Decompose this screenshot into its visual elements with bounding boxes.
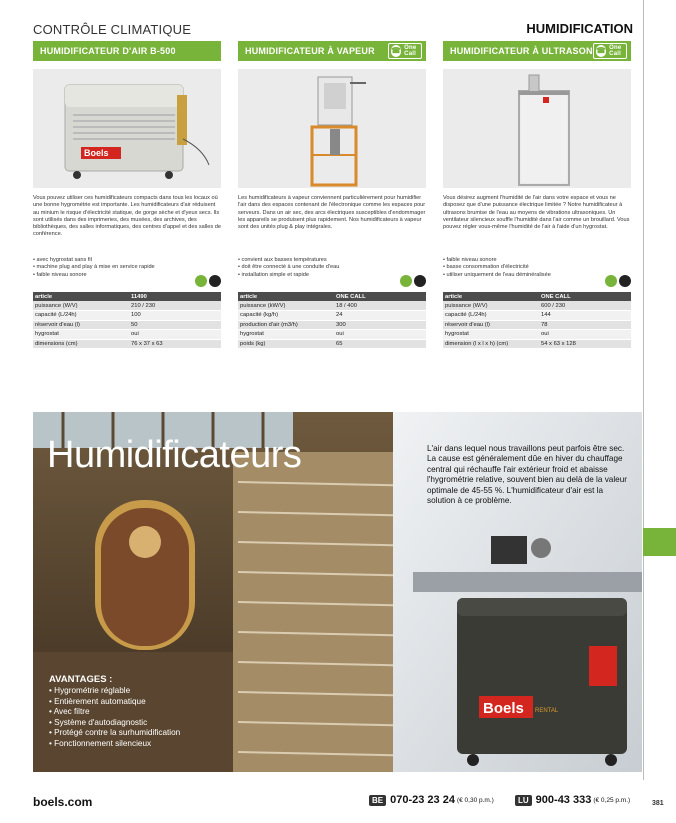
section-title: CONTRÔLE CLIMATIQUE [33,22,192,37]
feature-item: • faible niveau sonore [33,272,221,279]
spec-key: poids (kg) [238,339,334,349]
product-column-vapeur [238,41,426,279]
spec-key: puissance (W/V) [443,301,539,311]
spec-key: hygrostat [443,330,539,340]
spec-key: capacité (L/24h) [33,311,129,321]
product-description: Vous désirez augment l'humidité de l'air dans votre espace et vous ne disposez que d'une puissance électrique limitée ? Notre humidificateur à ultrasons brumise de l'eau au moyens de vibrations ultrasoniques. Un ventilateur silencieux souffle l'humidité dans l'air comme un brouillard. Vous pouvez régler vous-même l'humidité de l'air à l'aide d'un hygrostat. [443,195,630,231]
phone-icon: ☎ [596,46,607,55]
phone-number: 070-23 23 24 [390,794,455,806]
phone-rate: (€ 0,30 p.m.) [456,796,494,804]
advantage-item: • Avec filtre [49,707,180,718]
eco-icon [605,275,617,287]
spec-value: 50 [129,320,221,330]
hero-banner [33,412,642,772]
phone-lu [515,794,630,806]
spec-header-value: 11490 [129,292,221,301]
spec-value: 300 [334,320,426,330]
spec-key: réservoir d'eau (l) [443,320,539,330]
product-image-ultrason [443,69,631,188]
product-title: HUMIDIFICATEUR À VAPEUR [245,46,375,56]
feature-item: • faible niveau sonore [443,257,631,264]
spec-value: 100 [129,311,221,321]
spec-value: 76 x 37 x 63 [129,339,221,349]
spec-value: oui [539,330,631,340]
hero-title: Humidificateurs [47,434,302,476]
product-title: HUMIDIFICATEUR D'AIR B-500 [40,46,176,56]
spec-table-vapeur [238,292,426,349]
boels-logo: Boels [483,700,524,717]
feature-item: • machine plug and play à mise en service rapide [33,264,221,271]
one-call-badge [388,43,422,59]
product-title-bar [238,41,426,61]
website-link[interactable]: boels.com [33,795,93,809]
spec-table-b500 [33,292,221,349]
feature-item: • convient aux basses températures [238,257,426,264]
product-description: Les humidificateurs à vapeur conviennent particulièrement pour humidifier l'air dans des espaces contenant de l'électronique comme les espaces pour serveurs. Dans un air sec, des arcs électriques susceptibles d'endommager les appareils se produisent plus rapidement. Nos humidificateurs à vapeur sont des unités plug & play intégrales. [238,195,426,231]
spec-value: 18 / 400 [334,301,426,311]
boels-logo: Boels [84,148,109,158]
spec-value: 600 / 230 [539,301,631,311]
spec-key: hygrostat [238,330,334,340]
country-code: BE [369,795,386,806]
product-icons [238,275,426,289]
spec-header-key: article [33,292,129,301]
chapter-tab [643,528,676,556]
spec-key: capacité (kg/h) [238,311,334,321]
spec-key: capacité (L/24h) [443,311,539,321]
margin-divider [643,0,644,780]
spec-value: oui [334,330,426,340]
page-header [33,20,633,38]
phone-icon: ☎ [391,46,402,55]
advantages-list [49,686,180,750]
product-icons [33,275,221,289]
feature-item: • doit être connecté à une conduite d'eau [238,264,426,271]
product-title: HUMIDIFICATEUR À ULTRASON [450,46,593,56]
phone-rate: (€ 0,25 p.m.) [593,796,631,804]
spec-key: dimension (l x l x h) (cm) [443,339,539,349]
spec-table-ultrason [443,292,631,349]
advantage-item: • Fonctionnement silencieux [49,739,180,750]
spec-header-value: ONE CALL [539,292,631,301]
product-icons [443,275,631,289]
plug-icon [619,275,631,287]
product-description: Vous pouvez utiliser ces humidificateurs compacts dans tous les locaux où une bonne hygrométrie est importante. Les humidificateurs d'air réduisent au minium le risque d'électricité statique, de gorge sèche et d'yeux secs. Ils sont utilisés dans des imprimeries, des musées, des archives, des bibliothèques, des salles informatiques, des centres d'appel et des salles de conférence. [33,195,221,238]
page-number: 381 [652,800,664,807]
feature-item: • basse consommation d'électricité [443,264,631,271]
spec-value: 144 [539,311,631,321]
spec-header-key: article [443,292,539,301]
spec-header-key: article [238,292,334,301]
hero-description: L'air dans lequel nous travaillons peut parfois être sec. La cause est généralement dûe en hiver du chauffage central qui réchauffe l'air extérieur froid et abaisse l'hygrométrie relative, souvent bien au delà de la valeur optimale de 45-55 %. L'humidificateur d'air est la solution à ce problème. [427,444,627,506]
spec-key: puissance (W/V) [33,301,129,311]
spec-value: 65 [334,339,426,349]
spec-value: 210 / 230 [129,301,221,311]
spec-key: dimensions (cm) [33,339,129,349]
feature-item: • avec hygrostat sans fil [33,257,221,264]
spec-value: 24 [334,311,426,321]
eco-icon [195,275,207,287]
one-call-text: One Call [404,45,417,57]
product-image-b500 [33,69,221,188]
category-title: HUMIDIFICATION [526,21,633,36]
product-column-ultrason [443,41,631,279]
advantage-item: • Hygrométrie réglable [49,686,180,697]
one-call-badge [593,43,627,59]
advantage-item: • Entièrement automatique [49,697,180,708]
plug-icon [414,275,426,287]
spec-key: production d'air (m3/h) [238,320,334,330]
spec-value: 54 x 63 x 128 [539,339,631,349]
spec-header-value: ONE CALL [334,292,426,301]
product-title-bar [443,41,631,61]
advantages-title: AVANTAGES : [49,674,113,685]
one-call-text: One Call [609,45,622,57]
country-code: LU [515,795,532,806]
advantage-item: • Protégé contre la surhumidification [49,728,180,739]
product-image-vapeur [238,69,426,188]
spec-value: 78 [539,320,631,330]
phone-number: 900-43 333 [535,794,592,806]
feature-item: • utiliser uniquement de l'eau déminéralisée [443,272,631,279]
spec-key: réservoir d'eau (l) [33,320,129,330]
phone-be [369,794,494,806]
advantages-box [49,674,180,750]
rental-label: RENTAL [535,708,559,714]
plug-icon [209,275,221,287]
spec-key: puissance (kW/V) [238,301,334,311]
eco-icon [400,275,412,287]
spec-key: hygrostat [33,330,129,340]
product-column-b500 [33,41,221,279]
feature-item: • installation simple et rapide [238,272,426,279]
advantage-item: • Système d'autodiagnostic [49,718,180,729]
spec-value: oui [129,330,221,340]
product-title-bar [33,41,221,61]
